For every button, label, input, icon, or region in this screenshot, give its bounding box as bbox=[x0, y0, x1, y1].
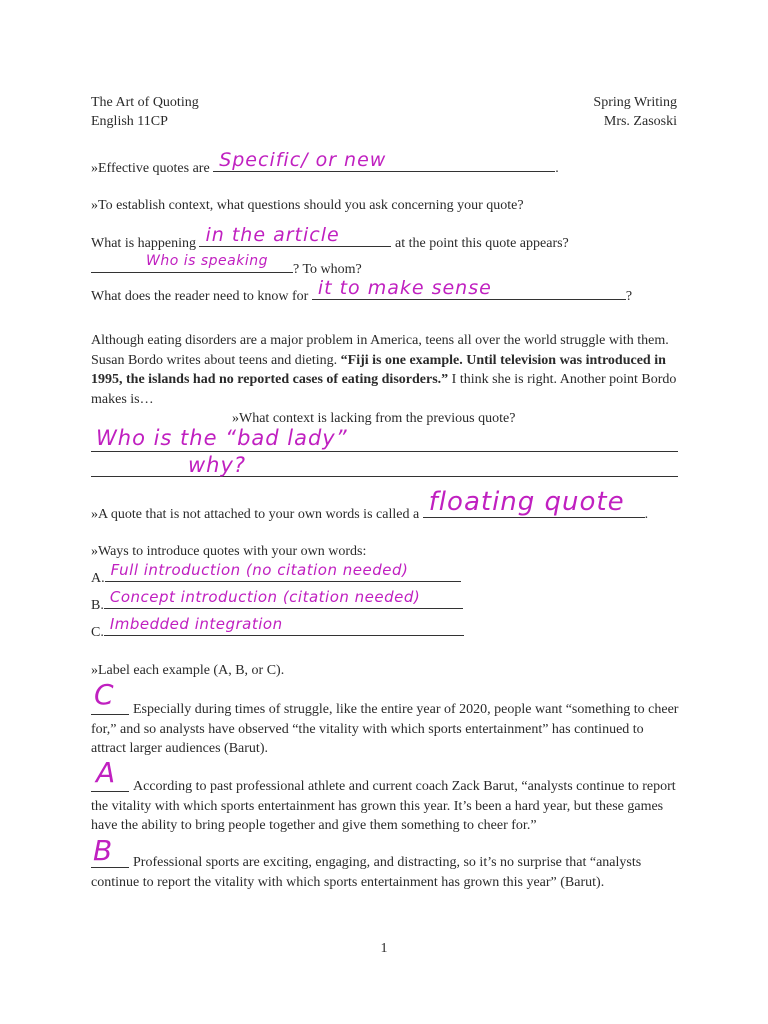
handwritten-answer: Who is speaking bbox=[146, 253, 268, 269]
answer-blank[interactable] bbox=[213, 149, 555, 172]
page-number: 1 bbox=[380, 941, 388, 956]
example-text: Professional sports are exciting, engaging, and distracting, so it’s no surprise that “analysts continue to report the vitality with which sports entertainment has grown this year” (Barut). bbox=[91, 855, 642, 890]
handwritten-answer: Concept introduction (citation needed) bbox=[109, 588, 421, 606]
question-text: »A quote that is not attached to your own words is called a bbox=[91, 507, 420, 522]
question-end: ? bbox=[625, 289, 633, 304]
intro-method-c bbox=[91, 615, 464, 642]
handwritten-answer-line-1: Who is the “bad lady” bbox=[96, 426, 348, 450]
question-who-speaking bbox=[91, 253, 362, 279]
question-effective-quotes bbox=[91, 149, 559, 178]
handwritten-label-example-1: C bbox=[94, 678, 114, 711]
course-name: English 11CP bbox=[91, 114, 168, 129]
question-context: »To establish context, what questions should you ask concerning your quote? bbox=[91, 198, 524, 213]
handwritten-answer: Specific/ or new bbox=[219, 149, 387, 171]
example-2 bbox=[91, 777, 681, 836]
question-end: . bbox=[555, 161, 559, 176]
answer-blank[interactable] bbox=[423, 487, 645, 518]
sample-passage bbox=[91, 331, 681, 409]
question-floating-quote bbox=[91, 487, 649, 524]
question-reader-need bbox=[91, 277, 633, 306]
passage-part2: I think she is right. Another point Bordo makes is… bbox=[91, 372, 677, 407]
answer-blank[interactable] bbox=[105, 561, 461, 582]
handwritten-answer-line-2: why? bbox=[188, 453, 247, 477]
question-prefix: What is happening bbox=[91, 236, 196, 251]
handwritten-label-example-3: B bbox=[93, 834, 113, 867]
item-label: A. bbox=[91, 571, 105, 586]
answer-blank[interactable] bbox=[104, 588, 463, 609]
question-label-examples: »Label each example (A, B, or C). bbox=[91, 663, 285, 678]
question-prefix: What does the reader need to know for bbox=[91, 289, 309, 304]
question-context-lacking: »What context is lacking from the previous quote? bbox=[232, 411, 516, 426]
handwritten-answer: floating quote bbox=[428, 487, 625, 517]
example-text: Especially during times of struggle, like the entire year of 2020, people want “something to cheer for,” and so analysts have observed “the vitality with which sports entertainment” has continued to attract larger audiences (Barut). bbox=[91, 702, 679, 756]
answer-blank[interactable] bbox=[91, 867, 129, 868]
handwritten-label-example-2: A bbox=[96, 756, 116, 789]
question-ways-introduce: »Ways to introduce quotes with your own words: bbox=[91, 544, 367, 559]
handwritten-answer: it to make sense bbox=[317, 277, 492, 299]
passage-quote: “Fiji is one example. Until television was introduced in 1995, the islands had no reported cases of eating disorders.” bbox=[91, 352, 666, 387]
handwritten-answer: Imbedded integration bbox=[109, 615, 283, 633]
answer-blank[interactable] bbox=[91, 253, 293, 273]
answer-blank[interactable] bbox=[91, 791, 129, 792]
item-label: B. bbox=[91, 598, 104, 613]
answer-blank[interactable] bbox=[104, 615, 464, 636]
handwritten-answer: in the article bbox=[205, 224, 340, 246]
answer-blank[interactable] bbox=[199, 224, 391, 247]
term-label: Spring Writing bbox=[593, 95, 677, 110]
question-what-is-happening bbox=[91, 224, 569, 253]
example-3 bbox=[91, 853, 681, 892]
worksheet-title: The Art of Quoting bbox=[91, 95, 199, 110]
question-suffix: ? To whom? bbox=[293, 262, 362, 277]
question-end: . bbox=[644, 507, 649, 522]
teacher-name: Mrs. Zasoski bbox=[603, 114, 677, 129]
answer-blank[interactable] bbox=[91, 714, 129, 715]
passage-part1: Although eating disorders are a major problem in America, teens all over the world struggle with them. Susan Bordo writes about teens and dieting. bbox=[91, 333, 669, 368]
example-1 bbox=[91, 700, 681, 759]
intro-method-b bbox=[91, 588, 463, 615]
answer-line-2[interactable] bbox=[91, 476, 678, 477]
question-text: »Effective quotes are bbox=[91, 161, 210, 176]
example-text: According to past professional athlete and current coach Zack Barut, “analysts continue to report the vitality with which sports entertainment has grown this year. It’s been a hard year, but these games have the ability to bring people together and give them something to cheer for.” bbox=[91, 779, 676, 833]
answer-blank[interactable] bbox=[312, 277, 626, 300]
question-suffix: at the point this quote appears? bbox=[394, 236, 569, 251]
intro-method-a bbox=[91, 561, 461, 588]
item-label: C. bbox=[91, 625, 104, 640]
handwritten-answer: Full introduction (no citation needed) bbox=[110, 561, 409, 579]
